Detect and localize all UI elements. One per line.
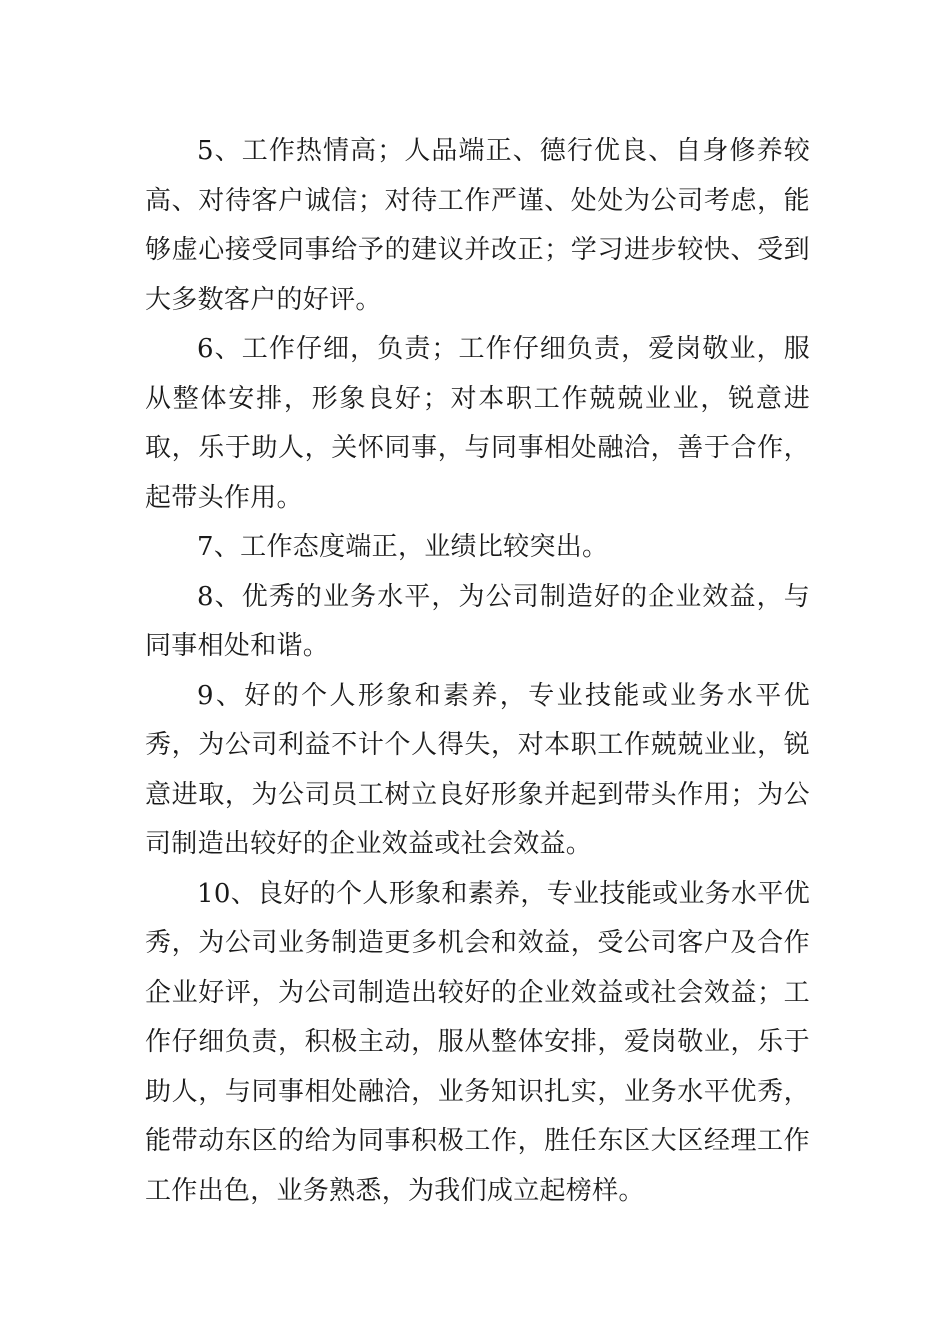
document-body	[145, 127, 810, 1216]
paragraph-9: 9、好的个人形象和素养，专业技能或业务水平优秀，为公司利益不计个人得失，对本职工作兢兢业业，锐意进取，为公司员工树立良好形象并起到带头作用；为公司制造出较好的企业效益或社会效益。	[145, 680, 810, 859]
paragraph-5: 5、工作热情高；人品端正、德行优良、自身修养较高、对待客户诚信；对待工作严谨、处处为公司考虑，能够虚心接受同事给予的建议并改正；学习进步较快、受到大多数客户的好评。	[145, 136, 810, 315]
paragraph-7: 7、工作态度端正，业绩比较突出。	[197, 532, 609, 562]
paragraph-6: 6、工作仔细，负责；工作仔细负责，爱岗敬业，服从整体安排，形象良好；对本职工作兢兢业业，锐意进取，乐于助人，关怀同事，与同事相处融洽，善于合作，起带头作用。	[145, 334, 810, 513]
paragraph-10: 10、良好的个人形象和素养，专业技能或业务水平优秀，为公司业务制造更多机会和效益，受公司客户及合作企业好评，为公司制造出较好的企业效益或社会效益；工作仔细负责，积极主动，服从整体安排，爱岗敬业，乐于助人，与同事相处融洽，业务知识扎实，业务水平优秀，能带动东区的给为同事积极工作，胜任东区大区经理工作工作出色，业务熟悉，为我们成立起榜样。	[145, 878, 810, 1206]
paragraph-8: 8、优秀的业务水平，为公司制造好的企业效益，与同事相处和谐。	[145, 581, 810, 661]
